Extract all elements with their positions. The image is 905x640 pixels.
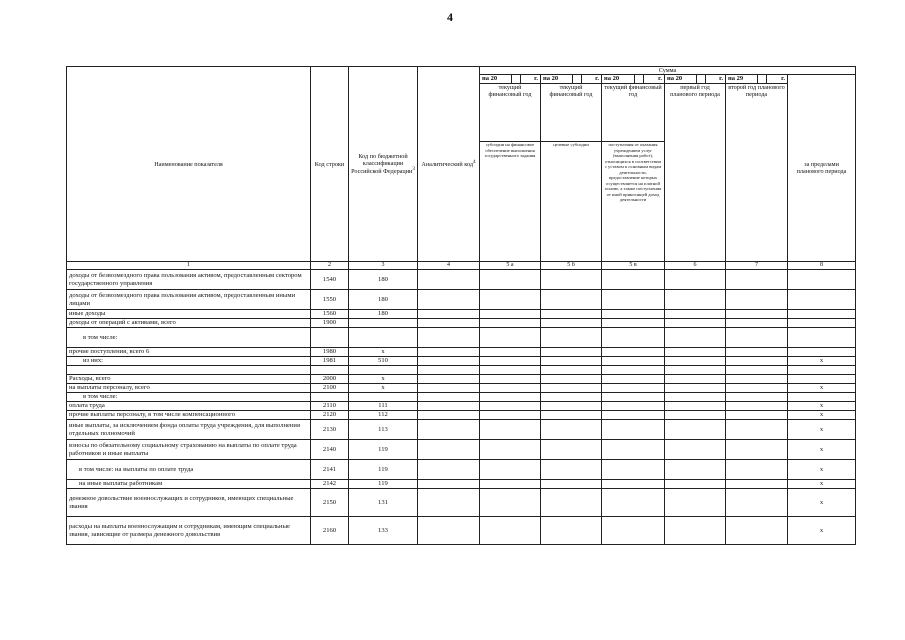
value-cell[interactable] — [480, 420, 541, 440]
value-cell[interactable] — [418, 393, 480, 402]
year-field-5b[interactable]: на 20 г. — [541, 75, 602, 84]
row-budget-code: 119 — [349, 460, 418, 480]
row-line-code: 1540 — [311, 270, 349, 290]
value-cell[interactable] — [726, 402, 788, 411]
header-second-plan-year: второй год планового периода — [726, 84, 788, 262]
row-beyond-cell[interactable]: x — [788, 440, 856, 460]
value-cell[interactable] — [541, 460, 602, 480]
row-beyond-cell[interactable]: x — [788, 357, 856, 366]
value-cell[interactable] — [480, 270, 541, 290]
row-name: иные доходы — [67, 310, 311, 319]
value-cell[interactable] — [665, 357, 726, 366]
value-cell[interactable] — [665, 319, 726, 328]
value-cell[interactable] — [726, 420, 788, 440]
table-row — [67, 348, 856, 357]
value-cell[interactable] — [665, 328, 726, 348]
header-sub-5v: поступления от оказания учреждением услуг (выполнения работ), относящихся в соответствии с уставом к основным видам деятельности, предоставление которых осуществляется на платной основе, а также поступления от иной приносящей доход деятельности — [602, 142, 665, 262]
row-beyond-cell[interactable] — [788, 319, 856, 328]
row-beyond-cell[interactable] — [788, 328, 856, 348]
row-budget-code: 111 — [349, 402, 418, 411]
row-beyond-cell[interactable]: x — [788, 489, 856, 517]
col-number: 6 — [665, 262, 726, 270]
value-cell[interactable] — [665, 480, 726, 489]
value-cell[interactable] — [541, 489, 602, 517]
row-name: в том числе: — [67, 393, 311, 402]
row-line-code — [311, 366, 349, 375]
value-cell[interactable] — [541, 420, 602, 440]
header-current-2: текущий финансовый год — [541, 84, 602, 142]
row-line-code — [311, 328, 349, 348]
value-cell[interactable] — [726, 460, 788, 480]
value-cell[interactable] — [602, 460, 665, 480]
col-number: 3 — [349, 262, 418, 270]
value-cell[interactable] — [602, 393, 665, 402]
table-row — [67, 290, 856, 310]
value-cell[interactable] — [726, 480, 788, 489]
row-beyond-cell[interactable] — [788, 348, 856, 357]
row-name: прочие поступления, всего 6 — [67, 348, 311, 357]
value-cell[interactable] — [541, 384, 602, 393]
value-cell[interactable] — [665, 310, 726, 319]
value-cell[interactable] — [665, 402, 726, 411]
row-budget-code: 119 — [349, 440, 418, 460]
header-current-1: текущий финансовый год — [480, 84, 541, 142]
value-cell[interactable] — [418, 440, 480, 460]
value-cell[interactable] — [480, 290, 541, 310]
value-cell[interactable] — [602, 348, 665, 357]
col-number: 7 — [726, 262, 788, 270]
row-budget-code: 510 — [349, 357, 418, 366]
row-name: взносы по обязательному социальному страхованию на выплаты по оплате труда работников и иные выплаты — [67, 440, 311, 460]
value-cell[interactable] — [418, 480, 480, 489]
value-cell[interactable] — [602, 517, 665, 545]
row-beyond-cell[interactable]: x — [788, 460, 856, 480]
header-sub-5b: целевые субсидии — [541, 142, 602, 262]
value-cell[interactable] — [602, 489, 665, 517]
value-cell[interactable] — [480, 480, 541, 489]
col-number: 5 в — [602, 262, 665, 270]
header-budget-code: Код по бюджетной классификации Российской Федерации$^3$ — [349, 67, 418, 262]
header-analytic-code: Аналитический код$^4$ — [418, 67, 480, 262]
value-cell[interactable] — [726, 357, 788, 366]
value-cell[interactable] — [726, 489, 788, 517]
value-cell[interactable] — [602, 328, 665, 348]
table-body — [67, 270, 856, 545]
header-beyond-plan: за пределами планового периода — [788, 75, 856, 262]
value-cell[interactable] — [665, 270, 726, 290]
value-cell[interactable] — [602, 310, 665, 319]
value-cell[interactable] — [665, 290, 726, 310]
row-budget-code: x — [349, 375, 418, 384]
value-cell[interactable] — [726, 440, 788, 460]
value-cell[interactable] — [480, 384, 541, 393]
row-name: оплата труда — [67, 402, 311, 411]
table-row — [67, 460, 856, 480]
value-cell[interactable] — [602, 420, 665, 440]
row-beyond-cell[interactable] — [788, 366, 856, 375]
value-cell[interactable] — [418, 310, 480, 319]
table-row — [67, 489, 856, 517]
value-cell[interactable] — [418, 319, 480, 328]
row-budget-code: x — [349, 384, 418, 393]
row-line-code: 2150 — [311, 489, 349, 517]
year-field-7[interactable]: на 29 г. — [726, 75, 788, 84]
value-cell[interactable] — [541, 480, 602, 489]
value-cell[interactable] — [726, 384, 788, 393]
value-cell[interactable] — [726, 348, 788, 357]
value-cell[interactable] — [726, 393, 788, 402]
row-beyond-cell[interactable]: x — [788, 517, 856, 545]
value-cell[interactable] — [418, 411, 480, 420]
value-cell[interactable] — [665, 384, 726, 393]
value-cell[interactable] — [602, 290, 665, 310]
row-name — [67, 366, 311, 375]
row-beyond-cell[interactable] — [788, 290, 856, 310]
row-name: расходы на выплаты военнослужащим и сотрудникам, имеющим специальные звания, зависящие от размера денежного довольствия — [67, 517, 311, 545]
value-cell[interactable] — [541, 310, 602, 319]
header-sum: Сумма — [480, 67, 856, 75]
value-cell[interactable] — [480, 393, 541, 402]
table-row — [67, 393, 856, 402]
value-cell[interactable] — [541, 517, 602, 545]
table-row — [67, 384, 856, 393]
table-row — [67, 328, 856, 348]
value-cell[interactable] — [726, 310, 788, 319]
value-cell[interactable] — [541, 290, 602, 310]
value-cell[interactable] — [418, 402, 480, 411]
value-cell[interactable] — [541, 357, 602, 366]
row-line-code: 2140 — [311, 440, 349, 460]
value-cell[interactable] — [480, 375, 541, 384]
row-budget-code: 180 — [349, 270, 418, 290]
value-cell[interactable] — [418, 348, 480, 357]
value-cell[interactable] — [726, 366, 788, 375]
col-number: 5 а — [480, 262, 541, 270]
value-cell[interactable] — [602, 384, 665, 393]
value-cell[interactable] — [480, 357, 541, 366]
table-row — [67, 310, 856, 319]
table-row — [67, 420, 856, 440]
row-line-code: 2110 — [311, 402, 349, 411]
value-cell[interactable] — [602, 411, 665, 420]
row-line-code: 2100 — [311, 384, 349, 393]
value-cell[interactable] — [726, 517, 788, 545]
row-budget-code: 119 — [349, 480, 418, 489]
value-cell[interactable] — [541, 328, 602, 348]
year-field-5v[interactable]: на 20 г. — [602, 75, 665, 84]
row-beyond-cell[interactable]: x — [788, 480, 856, 489]
value-cell[interactable] — [602, 440, 665, 460]
value-cell[interactable] — [480, 411, 541, 420]
table-row — [67, 319, 856, 328]
value-cell[interactable] — [665, 460, 726, 480]
row-line-code: 2120 — [311, 411, 349, 420]
row-beyond-cell[interactable] — [788, 270, 856, 290]
row-beyond-cell[interactable] — [788, 393, 856, 402]
value-cell[interactable] — [602, 375, 665, 384]
row-budget-code: 180 — [349, 290, 418, 310]
header-first-plan-year: первый год планового периода — [665, 84, 726, 262]
table-row — [67, 375, 856, 384]
value-cell[interactable] — [665, 375, 726, 384]
table-row — [67, 517, 856, 545]
value-cell[interactable] — [602, 319, 665, 328]
row-beyond-cell[interactable] — [788, 310, 856, 319]
value-cell[interactable] — [602, 402, 665, 411]
value-cell[interactable] — [541, 393, 602, 402]
col-number: 2 — [311, 262, 349, 270]
value-cell[interactable] — [726, 411, 788, 420]
value-cell[interactable] — [665, 366, 726, 375]
row-line-code: 1900 — [311, 319, 349, 328]
row-beyond-cell[interactable]: x — [788, 384, 856, 393]
row-name: на выплаты персоналу, всего — [67, 384, 311, 393]
row-budget-code: 112 — [349, 411, 418, 420]
value-cell[interactable] — [541, 375, 602, 384]
row-budget-code — [349, 328, 418, 348]
year-field-6[interactable]: на 20 г. — [665, 75, 726, 84]
row-budget-code: 113 — [349, 420, 418, 440]
value-cell[interactable] — [726, 290, 788, 310]
table-row — [67, 357, 856, 366]
value-cell[interactable] — [665, 393, 726, 402]
row-line-code: 2160 — [311, 517, 349, 545]
value-cell[interactable] — [480, 517, 541, 545]
value-cell[interactable] — [602, 270, 665, 290]
value-cell[interactable] — [480, 348, 541, 357]
row-line-code: 1980 — [311, 348, 349, 357]
row-budget-code — [349, 319, 418, 328]
table-row — [67, 440, 856, 460]
row-budget-code: 131 — [349, 489, 418, 517]
value-cell[interactable] — [418, 420, 480, 440]
row-beyond-cell[interactable]: x — [788, 402, 856, 411]
value-cell[interactable] — [418, 270, 480, 290]
page-number: 4 — [447, 10, 453, 24]
col-number: 5 б — [541, 262, 602, 270]
row-beyond-cell[interactable]: x — [788, 411, 856, 420]
col-number: 8 — [788, 262, 856, 270]
row-name: доходы от безвозмездного права пользования активом, предоставленным сектором государственного управления — [67, 270, 311, 290]
row-line-code: 2130 — [311, 420, 349, 440]
value-cell[interactable] — [665, 420, 726, 440]
table-row — [67, 480, 856, 489]
table-row — [67, 270, 856, 290]
row-line-code: 2142 — [311, 480, 349, 489]
table-row — [67, 366, 856, 375]
header-line-code: Код строки — [311, 67, 349, 262]
value-cell[interactable] — [480, 440, 541, 460]
header-name: Наименование показателя — [67, 67, 311, 262]
row-name: на иные выплаты работникам — [67, 480, 311, 489]
value-cell[interactable] — [541, 411, 602, 420]
value-cell[interactable] — [665, 440, 726, 460]
row-line-code: 2141 — [311, 460, 349, 480]
value-cell[interactable] — [541, 270, 602, 290]
col-number: 4 — [418, 262, 480, 270]
value-cell[interactable] — [665, 348, 726, 357]
value-cell[interactable] — [418, 375, 480, 384]
value-cell[interactable] — [602, 480, 665, 489]
row-name: в том числе: — [67, 328, 311, 348]
value-cell[interactable] — [541, 440, 602, 460]
row-line-code: 1981 — [311, 357, 349, 366]
row-name: из них: — [67, 357, 311, 366]
row-line-code: 1550 — [311, 290, 349, 310]
row-name: доходы от операций с активами, всего — [67, 319, 311, 328]
plan-table — [66, 66, 856, 545]
value-cell[interactable] — [726, 328, 788, 348]
row-budget-code — [349, 393, 418, 402]
row-line-code: 1560 — [311, 310, 349, 319]
row-name: денежное довольствие военнослужащих и сотрудников, имеющих специальные звания — [67, 489, 311, 517]
value-cell[interactable] — [726, 270, 788, 290]
value-cell[interactable] — [541, 319, 602, 328]
value-cell[interactable] — [480, 489, 541, 517]
value-cell[interactable] — [602, 366, 665, 375]
header-sub-5a: субсидии на финансовое обеспечение выполнения государственного задания — [480, 142, 541, 262]
value-cell[interactable] — [418, 384, 480, 393]
value-cell[interactable] — [418, 460, 480, 480]
value-cell[interactable] — [480, 310, 541, 319]
table-row — [67, 411, 856, 420]
column-numbers-row — [67, 262, 856, 270]
row-name: доходы от безвозмездного права пользования активом, предоставленным иными лицами — [67, 290, 311, 310]
row-beyond-cell[interactable]: x — [788, 420, 856, 440]
value-cell[interactable] — [418, 328, 480, 348]
row-budget-code: 180 — [349, 310, 418, 319]
value-cell[interactable] — [602, 357, 665, 366]
row-budget-code: x — [349, 348, 418, 357]
value-cell[interactable] — [541, 402, 602, 411]
year-field-5a[interactable]: на 20 г. — [480, 75, 541, 84]
row-line-code — [311, 393, 349, 402]
value-cell[interactable] — [541, 348, 602, 357]
col-number: 1 — [67, 262, 311, 270]
row-line-code: 2000 — [311, 375, 349, 384]
value-cell[interactable] — [418, 517, 480, 545]
value-cell[interactable] — [480, 328, 541, 348]
value-cell[interactable] — [418, 290, 480, 310]
row-name: в том числе: на выплаты по оплате труда — [67, 460, 311, 480]
value-cell[interactable] — [418, 489, 480, 517]
value-cell[interactable] — [726, 375, 788, 384]
value-cell[interactable] — [665, 489, 726, 517]
row-budget-code — [349, 366, 418, 375]
value-cell[interactable] — [480, 319, 541, 328]
value-cell[interactable] — [665, 411, 726, 420]
value-cell[interactable] — [480, 402, 541, 411]
row-name: Расходы, всего — [67, 375, 311, 384]
row-budget-code: 133 — [349, 517, 418, 545]
row-name: иные выплаты, за исключением фонда оплаты труда учреждения, для выполнения отдельных полномочий — [67, 420, 311, 440]
value-cell[interactable] — [418, 366, 480, 375]
value-cell[interactable] — [726, 319, 788, 328]
value-cell[interactable] — [665, 517, 726, 545]
value-cell[interactable] — [418, 357, 480, 366]
row-name: прочие выплаты персоналу, в том числе компенсационного — [67, 411, 311, 420]
value-cell[interactable] — [480, 460, 541, 480]
value-cell[interactable] — [480, 366, 541, 375]
header-current-3: текущий финансовый год — [602, 84, 665, 142]
table-row — [67, 402, 856, 411]
value-cell[interactable] — [541, 366, 602, 375]
row-beyond-cell[interactable] — [788, 375, 856, 384]
